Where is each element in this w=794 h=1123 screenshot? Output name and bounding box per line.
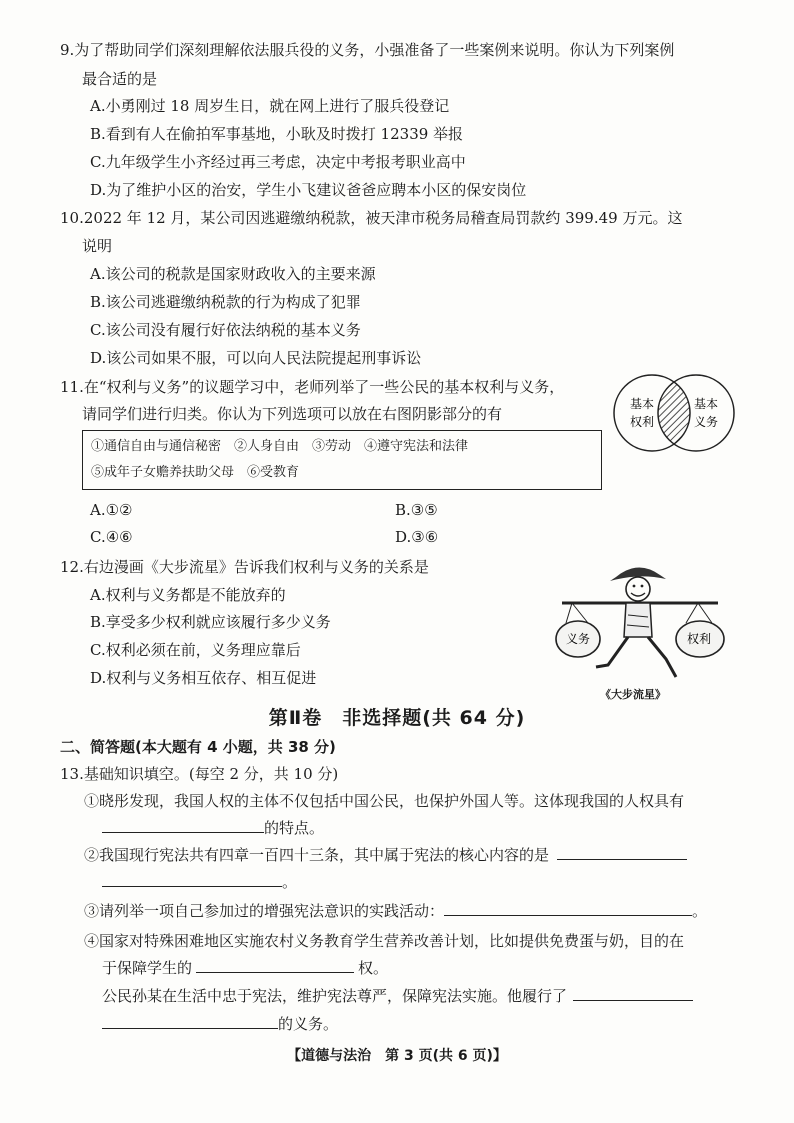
q11-option-a: A.①② — [90, 501, 133, 519]
q13-item-2-cont — [102, 872, 297, 892]
q13-item-2-text: ②我国现行宪法共有四章一百四十三条，其中属于宪法的核心内容的是 — [84, 846, 550, 864]
q12-option-d: D.权利与义务相互依存、相互促进 — [90, 669, 317, 687]
cartoon-caption: 《大步流星》 — [600, 688, 666, 701]
q13-item-5-text: 公民孙某在生活中忠于宪法，维护宪法尊严，保障宪法实施。他履行了 — [102, 987, 568, 1005]
q13-item-3-text: ③请列举一项自己参加过的增强宪法意识的实践活动： — [84, 902, 445, 920]
venn-left-label-2: 权利 — [630, 415, 655, 429]
q11-stem: 11.在“权利与义务”的议题学习中，老师列举了一些公民的基本权利与义务， — [60, 378, 565, 396]
q11-option-d: D.③⑥ — [395, 528, 439, 546]
q10-option-c: C.该公司没有履行好依法纳税的基本义务 — [90, 321, 361, 339]
page-footer: 【道德与法治 第 3 页(共 6 页)】 — [287, 1048, 507, 1064]
section2-heading: 二、简答题(本大题有 4 小题，共 38 分) — [60, 738, 336, 756]
q9-option-a: A.小勇刚过 18 周岁生日，就在网上进行了服兵役登记 — [90, 97, 450, 115]
q13-item-5-tail: 的义务。 — [278, 1015, 339, 1033]
left-leg — [596, 637, 628, 667]
q13-item-5-cont — [102, 1014, 338, 1034]
q10-stem: 10.2022 年 12 月，某公司因逃避缴纳税款，被天津市税务局稽查局罚款约 399.49 万元。这 — [60, 209, 683, 227]
q13-item-3-tail: 。 — [692, 902, 708, 920]
q13-item-4: ④国家对特殊困难地区实施农村义务教育学生营养改善计划，比如提供免费蛋与奶，目的在 — [84, 932, 685, 950]
q11-stem-cont: 请同学们进行归类。你认为下列选项可以放在右图阴影部分的有 — [82, 405, 503, 423]
q13-item-2 — [84, 845, 687, 865]
right-leg — [648, 637, 676, 677]
bag-label-rights: 权利 — [687, 632, 712, 646]
blank-5a[interactable] — [573, 986, 693, 1001]
blank-2b[interactable] — [102, 872, 282, 887]
q11-option-c: C.④⑥ — [90, 528, 133, 546]
q13-item-4-tail: 权。 — [358, 959, 389, 977]
hat-shape — [610, 567, 666, 581]
q12-stem: 12.右边漫画《大步流星》告诉我们权利与义务的关系是 — [60, 558, 429, 576]
q13-item-1-cont — [102, 818, 324, 838]
q13-item-3 — [84, 901, 707, 921]
q13-item-4-text: 于保障学生的 — [102, 959, 193, 977]
q11-items-box — [82, 430, 602, 490]
blank-1[interactable] — [102, 818, 264, 833]
q11-option-b: B.③⑤ — [395, 501, 438, 519]
q11-items-line-2: ⑤成年子女赡养扶助父母 ⑥受教育 — [91, 465, 300, 480]
blank-2a[interactable] — [557, 845, 687, 860]
q13-item-2-tail: 。 — [282, 873, 298, 891]
q12-option-a: A.权利与义务都是不能放弃的 — [90, 586, 286, 604]
q13-item-4-cont — [102, 958, 388, 978]
venn-right-label-2: 义务 — [694, 415, 719, 429]
bag-label-duty: 义务 — [566, 632, 591, 646]
q9-option-b: B.看到有人在偷拍军事基地，小耿及时拨打 12339 举报 — [90, 125, 464, 143]
venn-left-label-1: 基本 — [630, 397, 655, 411]
q10-option-d: D.该公司如果不服，可以向人民法院提起刑事诉讼 — [90, 349, 422, 367]
head-shape — [626, 577, 650, 601]
venn-diagram — [608, 368, 740, 458]
part2-title: 第Ⅱ卷 非选择题(共 64 分) — [268, 707, 526, 729]
cartoon-striding-man — [548, 555, 730, 685]
q9-option-d: D.为了维护小区的治安，学生小飞建议爸爸应聘本小区的保安岗位 — [90, 181, 527, 199]
q13-item-1: ①晓彤发现，我国人权的主体不仅包括中国公民，也保护外国人等。这体现我国的人权具有 — [84, 792, 685, 810]
q13-item-5 — [102, 986, 693, 1006]
q12-option-b: B.享受多少权利就应该履行多少义务 — [90, 613, 331, 631]
q9-option-c: C.九年级学生小齐经过再三考虑，决定中考报考职业高中 — [90, 153, 466, 171]
q9-stem-cont: 最合适的是 — [82, 70, 158, 88]
q10-stem-cont: 说明 — [82, 237, 113, 255]
venn-right-label-1: 基本 — [694, 397, 719, 411]
blank-3[interactable] — [444, 901, 692, 916]
q13-item-1-tail: 的特点。 — [264, 819, 325, 837]
blank-4[interactable] — [196, 958, 354, 973]
body-shape — [624, 603, 652, 637]
q10-option-a: A.该公司的税款是国家财政收入的主要来源 — [90, 265, 376, 283]
blank-5b[interactable] — [102, 1014, 278, 1029]
q11-items-line-1: ①通信自由与通信秘密 ②人身自由 ③劳动 ④遵守宪法和法律 — [91, 439, 469, 454]
q12-option-c: C.权利必须在前，义务理应靠后 — [90, 641, 301, 659]
q13-stem: 13.基础知识填空。(每空 2 分，共 10 分) — [60, 765, 339, 783]
q10-option-b: B.该公司逃避缴纳税款的行为构成了犯罪 — [90, 293, 361, 311]
q9-stem: 9.为了帮助同学们深刻理解依法服兵役的义务，小强准备了一些案例来说明。你认为下列案例 — [60, 41, 675, 59]
